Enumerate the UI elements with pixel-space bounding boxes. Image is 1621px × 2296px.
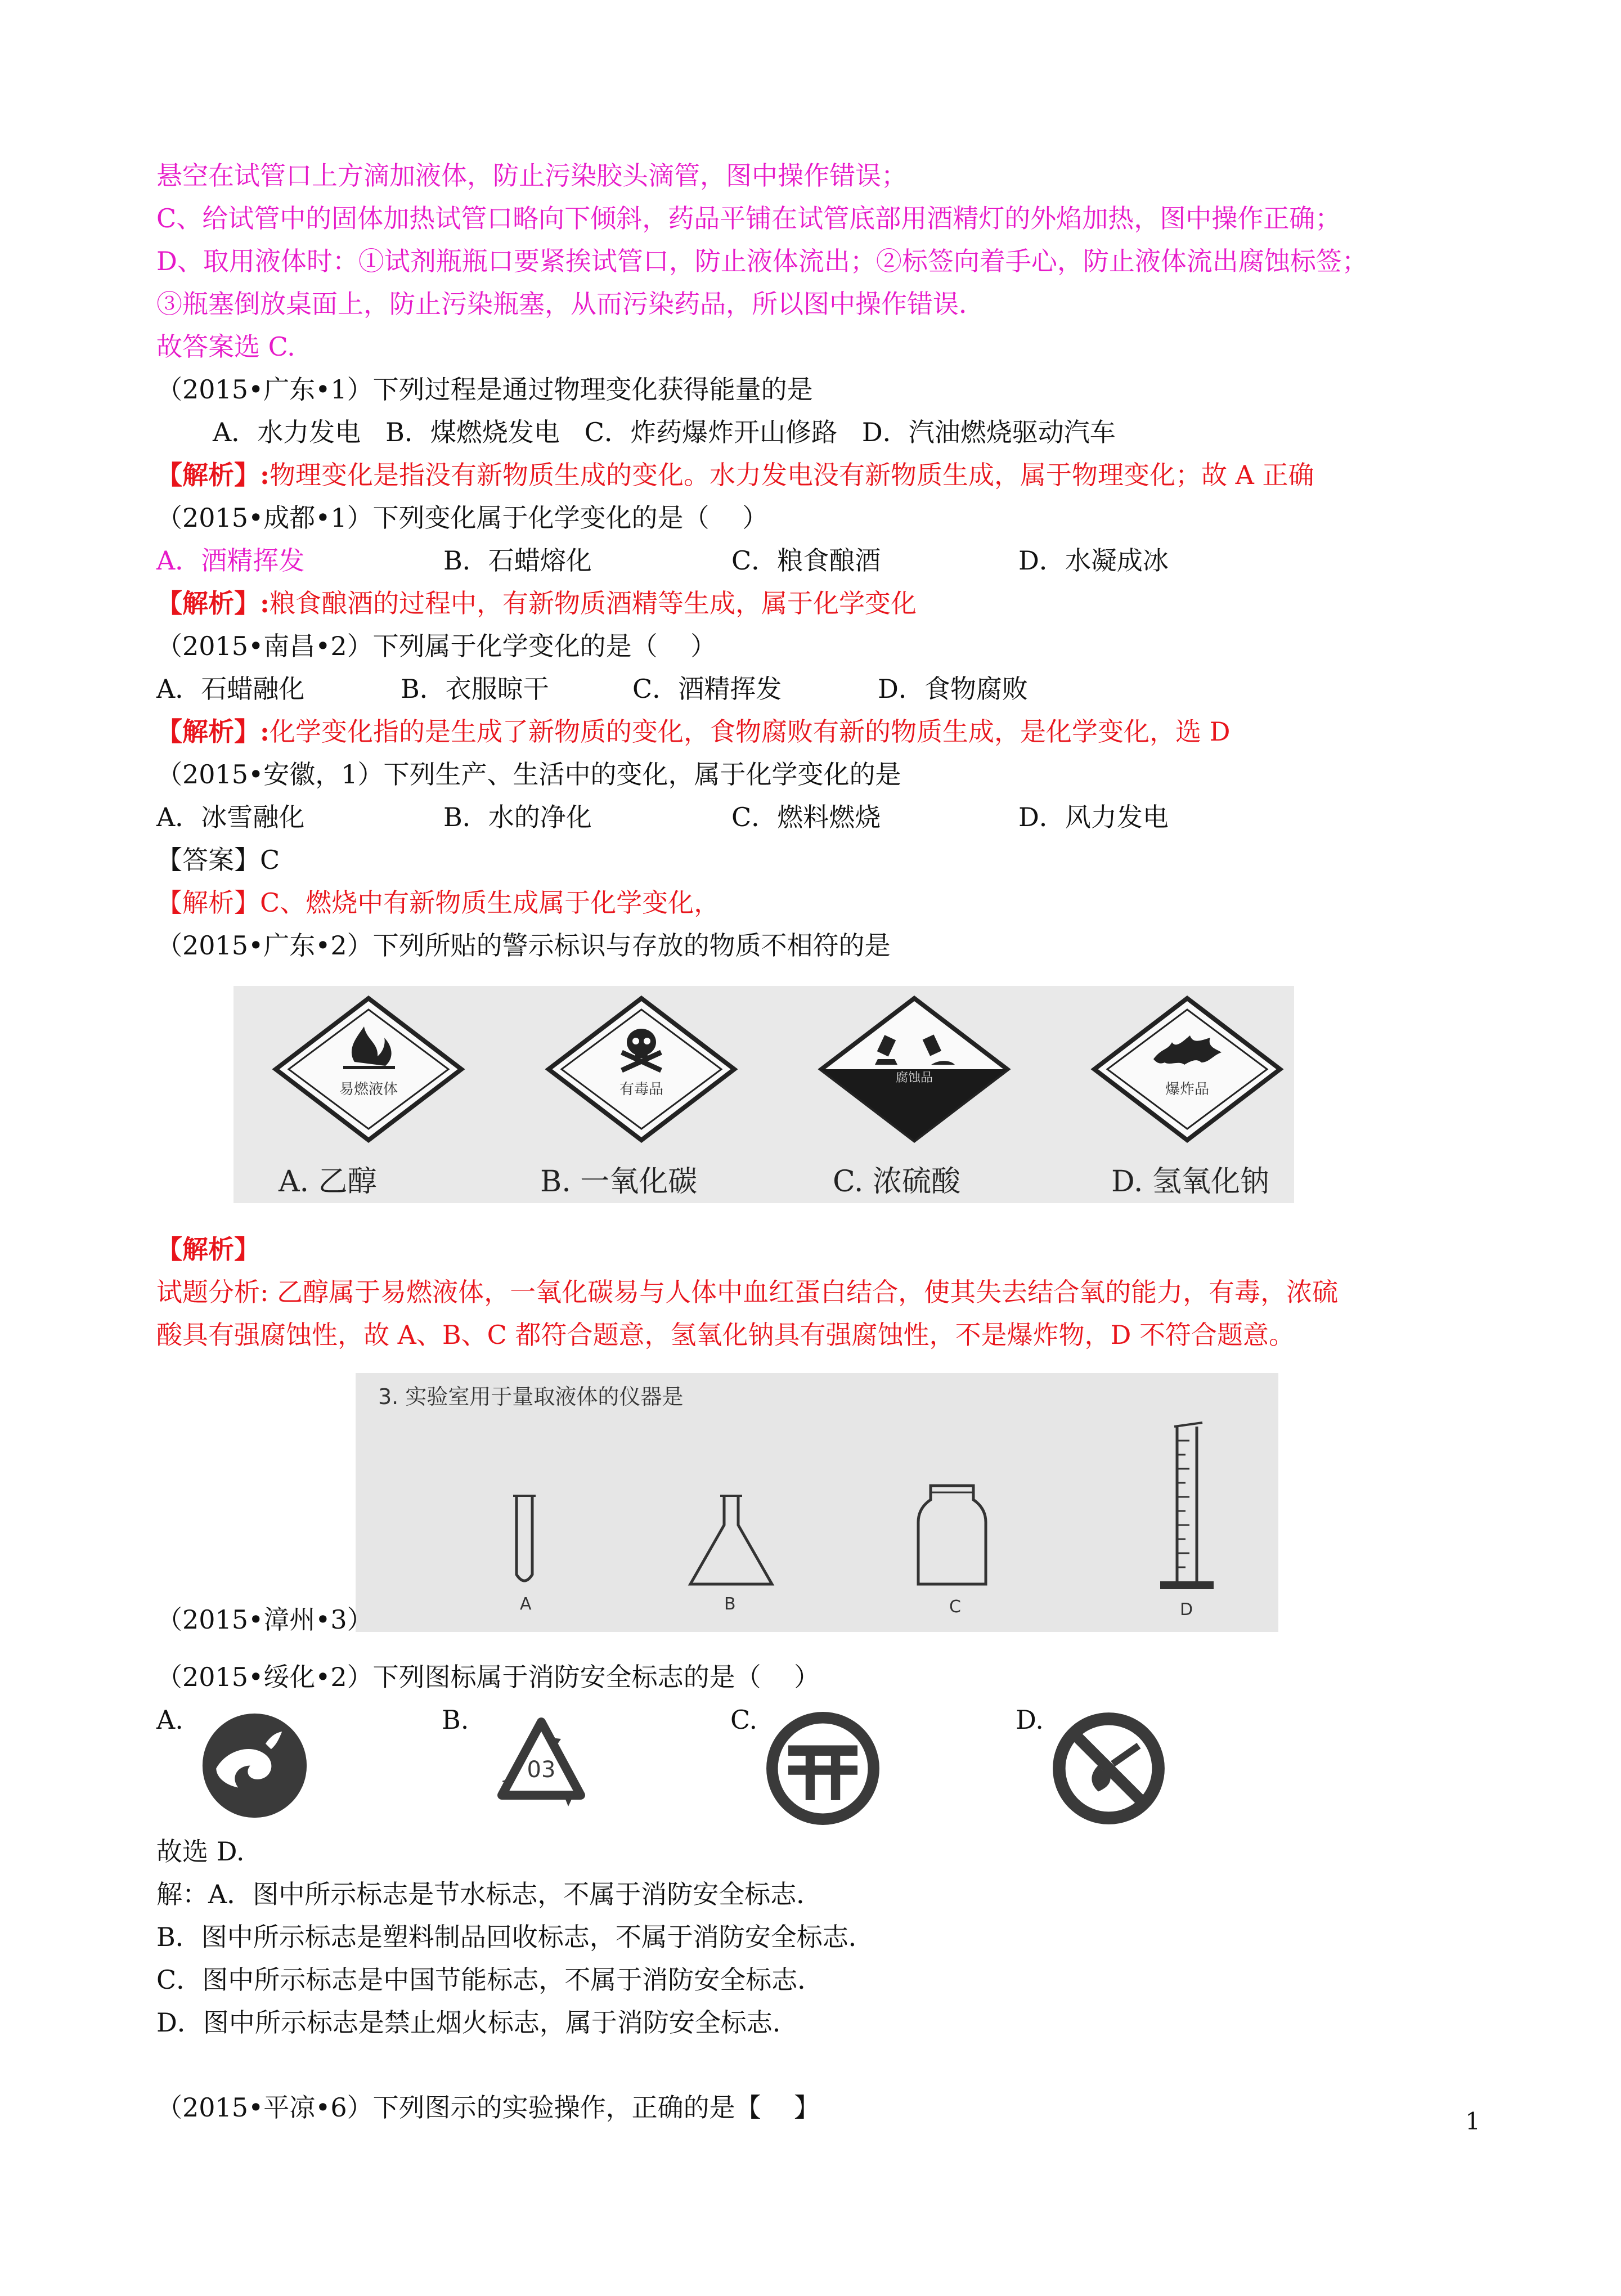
prev-answer-line-4: ③瓶塞倒放桌面上，防止污染瓶塞，从而污染药品，所以图中操作错误． [156, 289, 985, 319]
q1-analysis-text: 物理变化是指没有新物质生成的变化。水力发电没有新物质生成，属于物理变化；故 A 正确 [269, 460, 1314, 490]
reagent-bottle-icon [918, 1486, 986, 1584]
instrument-label-c: C [949, 1597, 961, 1617]
q3-option-b: B．衣服晾干 [401, 674, 549, 704]
energy-saving-icon [765, 1711, 881, 1826]
instrument-label-d: D [1180, 1600, 1193, 1620]
q7-stem: （2015•绥化•2）下列图标属于消防安全标志的是（ ） [156, 1662, 820, 1692]
q3-analysis-text: 化学变化指的是生成了新物质的变化，食物腐败有新的物质生成，是化学变化，选 D [269, 716, 1231, 747]
sign-b-caption: B. 一氧化碳 [540, 1165, 698, 1199]
sign-a-text: 易燃液体 [339, 1081, 398, 1098]
page-number: 1 [1465, 2107, 1480, 2135]
q3-analysis [156, 715, 1231, 748]
q4-analysis [156, 886, 720, 920]
sign-d-caption: D. 氢氧化钠 [1111, 1165, 1269, 1199]
q2-analysis-tag: 【解析】: [156, 588, 270, 618]
q7-choice: 故选 D. [156, 1836, 245, 1867]
q4-answer: 【答案】C [156, 845, 280, 875]
q7-solution-b: B．图中所示标志是塑料制品回收标志，不属于消防安全标志． [156, 1922, 874, 1952]
q3-analysis-tag: 【解析】: [156, 716, 270, 747]
q5-analysis-tag-text: 【解析】 [156, 1234, 260, 1264]
lab-instruments-svg [356, 1373, 1278, 1632]
q7-solution-d: D．图中所示标志是禁止烟火标志，属于消防安全标志． [156, 2007, 798, 2038]
q1-analysis-tag: 【解析】: [156, 460, 270, 490]
q7-option-c-label: C. [730, 1705, 758, 1735]
sign-b-text: 有毒品 [619, 1081, 664, 1098]
q1-analysis [156, 458, 1314, 492]
q2-option-d: D．水凝成冰 [1018, 545, 1169, 576]
prev-answer-line-1: 悬空在试管口上方滴加液体，防止污染胶头滴管，图中操作错误； [156, 160, 907, 191]
figure-question-title: 3. 实验室用于量取液体的仪器是 [378, 1384, 684, 1409]
q4-option-a: A．冰雪融化 [156, 802, 305, 832]
q2-analysis [156, 586, 917, 620]
recycle-code: 03 [527, 1757, 556, 1783]
q7-solution-c: C．图中所示标志是中国节能标志，不属于消防安全标志． [156, 1965, 824, 1995]
instrument-label-a: A [520, 1594, 532, 1614]
q3-option-a: A．石蜡融化 [156, 674, 305, 704]
q2-option-c: C．粮食酿酒 [731, 545, 881, 576]
plastic-recycling-icon [485, 1711, 598, 1823]
toxic-icon [549, 998, 734, 1140]
conical-flask-icon [690, 1496, 772, 1584]
graduated-cylinder-icon [1160, 1423, 1214, 1589]
q5-analysis-line-1: 试题分析: 乙醇属于易燃液体，一氧化碳易与人体中血红蛋白结合，使其失去结合氧的能力，有毒，浓硫 [156, 1277, 1339, 1307]
q1-options: A．水力发电 B．煤燃烧发电 C．炸药爆炸开山修路 D．汽油燃烧驱动汽车 [213, 417, 1116, 447]
q2-analysis-text: 粮食酿酒的过程中，有新物质酒精等生成，属于化学变化 [269, 588, 917, 618]
sign-d-text: 爆炸品 [1165, 1081, 1210, 1098]
q5-analysis-line-2: 酸具有强腐蚀性，故 A、B、C 都符合题意，氢氧化钠具有强腐蚀性，不是爆炸物，D 不符合题意。 [156, 1320, 1295, 1350]
no-fire-icon [1051, 1711, 1166, 1826]
q4-stem: （2015•安徽，1）下列生产、生活中的变化，属于化学变化的是 [156, 759, 901, 790]
corrosive-icon [821, 998, 1007, 1140]
q7-option-b-label: B. [442, 1705, 469, 1735]
q8-stem: （2015•平凉•6）下列图示的实验操作，正确的是【 】 [156, 2092, 820, 2123]
test-tube-icon [513, 1496, 536, 1581]
sign-c-text: 腐蚀品 [895, 1071, 933, 1085]
q6-stem: （2015•漳州•3） [156, 1604, 373, 1635]
q4-option-d: D．风力发电 [1018, 802, 1169, 832]
sign-a-caption: A. 乙醇 [279, 1165, 377, 1199]
q7-solution-a: 解：A．图中所示标志是节水标志，不属于消防安全标志． [156, 1879, 823, 1909]
q2-option-a: A．酒精挥发 [156, 545, 305, 576]
q3-option-c: C．酒精挥发 [632, 674, 782, 704]
q4-option-c: C．燃料燃烧 [731, 802, 881, 832]
q4-option-b: B．水的净化 [443, 802, 592, 832]
explosive-icon [1094, 998, 1280, 1140]
q4-analysis-text: C、燃烧中有新物质生成属于化学变化， [260, 887, 720, 918]
prev-answer-line-3: D、取用液体时：①试剂瓶瓶口要紧挨试管口，防止液体流出；②标签向着手心，防止液体流出腐蚀标签； [156, 246, 1368, 276]
q4-analysis-tag: 【解析】 [156, 887, 260, 918]
instrument-label-b: B [724, 1594, 736, 1614]
flammable-liquid-icon [276, 998, 461, 1140]
q5-analysis-tag [156, 1232, 260, 1266]
q1-stem: （2015•广东•1）下列过程是通过物理变化获得能量的是 [156, 374, 813, 405]
q2-option-b: B．石蜡熔化 [443, 545, 592, 576]
water-saving-icon [200, 1711, 309, 1820]
q7-option-a-label: A. [156, 1705, 183, 1735]
lab-instruments-figure [356, 1373, 1278, 1632]
q3-option-d: D．食物腐败 [878, 674, 1028, 704]
prev-answer-line-5: 故答案选 C. [156, 331, 295, 362]
hazard-signs-figure [234, 986, 1294, 1203]
q2-stem: （2015•成都•1）下列变化属于化学变化的是（ ） [156, 503, 769, 533]
q3-stem: （2015•南昌•2）下列属于化学变化的是（ ） [156, 631, 717, 661]
sign-c-caption: C. 浓硫酸 [833, 1165, 960, 1199]
prev-answer-line-2: C、给试管中的固体加热试管口略向下倾斜，药品平铺在试管底部用酒精灯的外焰加热，图中操作正确； [156, 203, 1341, 234]
q7-option-d-label: D. [1016, 1705, 1044, 1735]
hazard-signs-svg [234, 986, 1294, 1203]
q5-stem: （2015•广东•2）下列所贴的警示标识与存放的物质不相符的是 [156, 930, 891, 961]
